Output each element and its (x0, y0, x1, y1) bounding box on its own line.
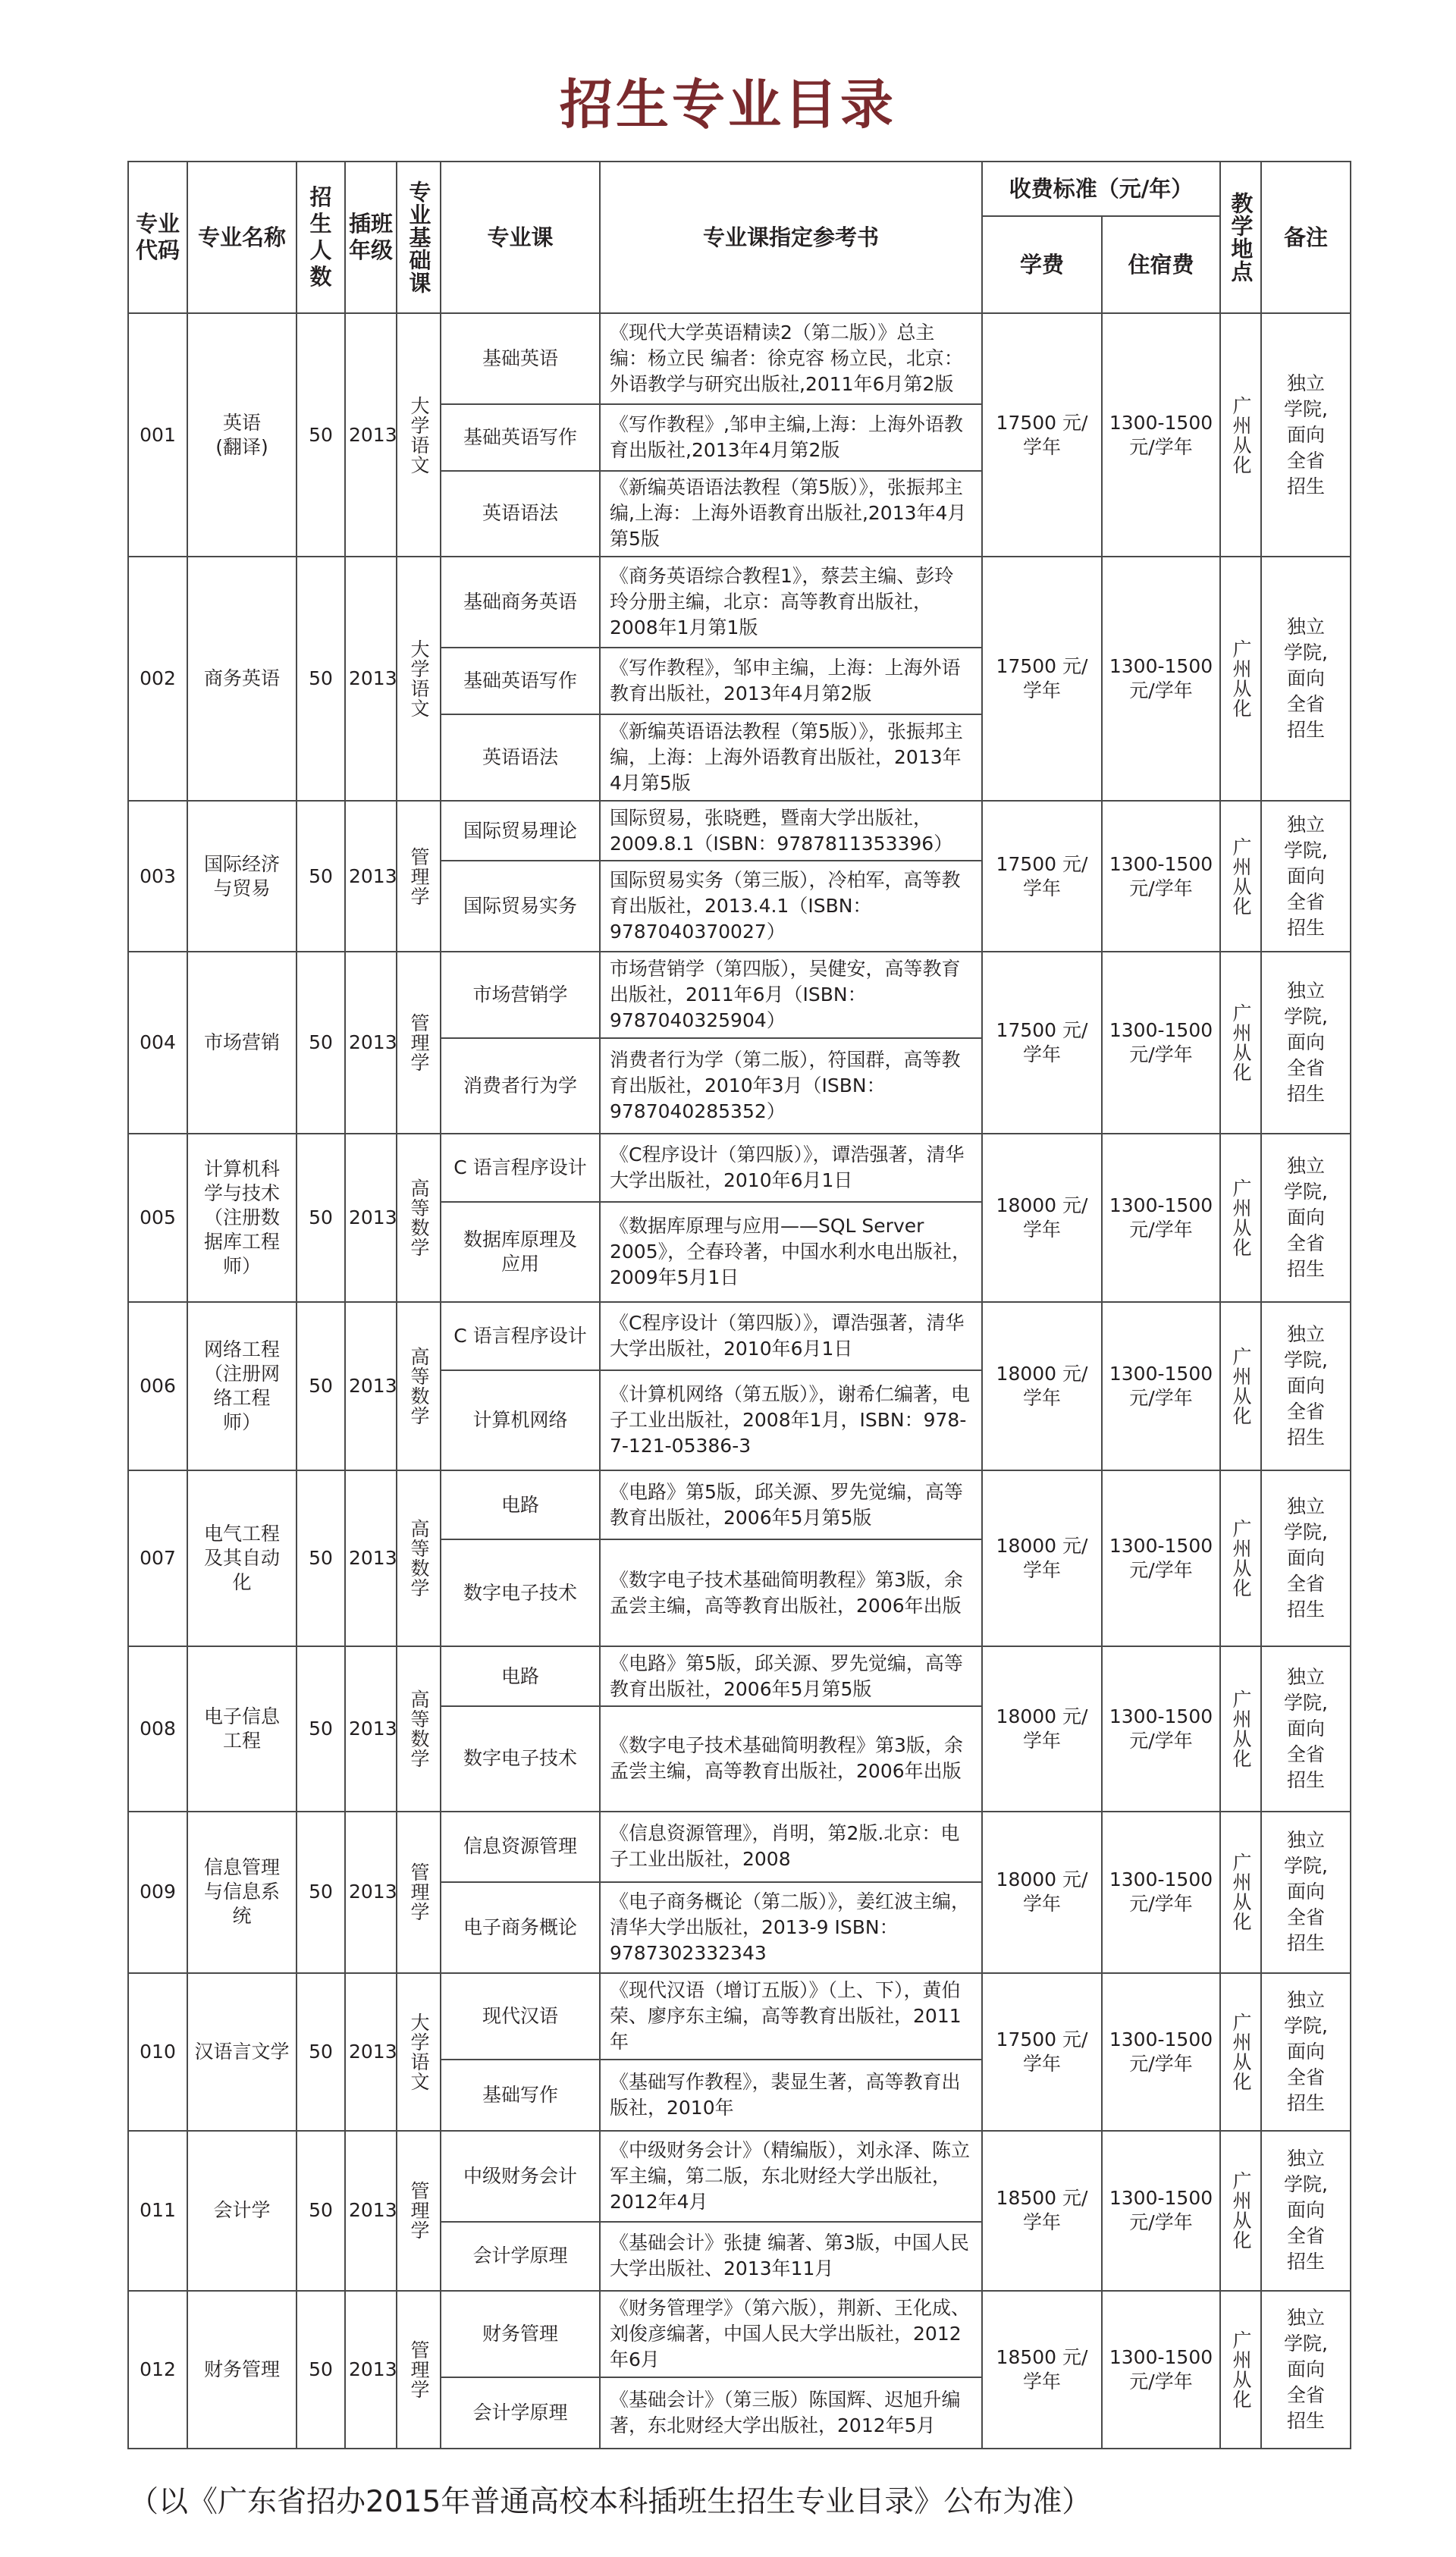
cell-quota: 50 (297, 1302, 345, 1470)
table-row (128, 1646, 1351, 1706)
header-location (1220, 162, 1261, 313)
cell-lodging: 1300-1500 元/学年 (1102, 2131, 1220, 2292)
cell-grade: 2013 (345, 2291, 397, 2449)
cell-course: 数字电子技术 (441, 1539, 600, 1646)
cell-course: 数字电子技术 (441, 1706, 600, 1811)
cell-course: 财务管理 (441, 2291, 600, 2377)
cell-base (397, 1973, 441, 2131)
cell-course: 会计学原理 (441, 2222, 600, 2292)
cell-name: 电子信息 工程 (187, 1646, 297, 1812)
cell-code: 005 (128, 1134, 187, 1302)
footer-note: （以《广东省招办2015年普通高校本科插班生招生专业目录》公布为准） (129, 2485, 1092, 2519)
cell-book: 《基础写作教程》，裴显生著，高等教育出版社，2010年 (600, 2060, 982, 2131)
cell-location (1220, 1812, 1261, 1974)
cell-base-text: 高等数学 (408, 1347, 430, 1426)
cell-location-text: 广州从化 (1230, 1518, 1252, 1598)
cell-base-text: 大学语文 (408, 2012, 430, 2091)
cell-name: 市场营销 (187, 952, 297, 1134)
cell-book: 《现代大学英语精读2（第二版）》总主编：杨立民 编者：徐克容 杨立民，北京：外语教学与研究出版社,2011年6月第2版 (600, 313, 982, 404)
cell-course: 消费者行为学 (441, 1038, 600, 1134)
cell-code: 004 (128, 952, 187, 1134)
cell-base (397, 2291, 441, 2449)
cell-grade: 2013 (345, 1470, 397, 1646)
cell-book: 《数字电子技术基础简明教程》第3版，余孟尝主编，高等教育出版社，2006年出版 (600, 1539, 982, 1646)
cell-code: 009 (128, 1812, 187, 1974)
catalog-body (128, 313, 1351, 2449)
cell-course: 电子商务概论 (441, 1882, 600, 1973)
cell-base (397, 952, 441, 1134)
cell-base (397, 1302, 441, 1470)
cell-name: 国际经济 与贸易 (187, 801, 297, 952)
cell-location (1220, 1646, 1261, 1812)
cell-name: 商务英语 (187, 557, 297, 800)
cell-base (397, 2131, 441, 2292)
table-row (128, 801, 1351, 861)
cell-location (1220, 1302, 1261, 1470)
table-row (128, 1812, 1351, 1883)
cell-name: 财务管理 (187, 2291, 297, 2449)
cell-lodging: 1300-1500 元/学年 (1102, 1812, 1220, 1974)
cell-location-text: 广州从化 (1230, 2012, 1252, 2091)
header-quota: 招生人数 (297, 162, 345, 313)
cell-grade: 2013 (345, 557, 397, 800)
cell-book: 《现代汉语（增订五版）》（上、下），黄伯荣、廖序东主编，高等教育出版社，2011年 (600, 1973, 982, 2060)
cell-book: 《商务英语综合教程1》，蔡芸主编、彭玲玲分册主编，北京：高等教育出版社，2008年1月第1版 (600, 557, 982, 648)
cell-location-text: 广州从化 (1230, 836, 1252, 916)
cell-note: 独立 学院, 面向 全省 招生 (1261, 1646, 1351, 1812)
cell-note: 独立 学院, 面向 全省 招生 (1261, 557, 1351, 800)
cell-code: 003 (128, 801, 187, 952)
cell-base (397, 1470, 441, 1646)
cell-book: 《中级财务会计》（精编版），刘永泽、陈立军主编，第二版，东北财经大学出版社，2012年4月 (600, 2131, 982, 2222)
catalog-table (127, 161, 1351, 2449)
header-base (397, 162, 441, 313)
cell-course: 国际贸易实务 (441, 861, 600, 952)
cell-base (397, 557, 441, 800)
cell-base (397, 1646, 441, 1812)
cell-lodging: 1300-1500 元/学年 (1102, 557, 1220, 800)
cell-name: 网络工程 （注册网 络工程 师） (187, 1302, 297, 1470)
cell-tuition: 17500 元/ 学年 (982, 557, 1102, 800)
cell-course: 信息资源管理 (441, 1812, 600, 1883)
table-row (128, 1973, 1351, 2060)
cell-course: 基础英语写作 (441, 648, 600, 714)
cell-course: 电路 (441, 1470, 600, 1540)
cell-location (1220, 313, 1261, 557)
cell-location-text: 广州从化 (1230, 1178, 1252, 1258)
cell-name: 信息管理 与信息系 统 (187, 1812, 297, 1974)
cell-name: 会计学 (187, 2131, 297, 2292)
cell-quota: 50 (297, 801, 345, 952)
cell-grade: 2013 (345, 313, 397, 557)
header-grade: 插班年级 (345, 162, 397, 313)
cell-tuition: 18000 元/ 学年 (982, 1134, 1102, 1302)
cell-book: 《电路》第5版，邱关源、罗先觉编，高等教育出版社，2006年5月第5版 (600, 1470, 982, 1540)
cell-code: 011 (128, 2131, 187, 2292)
cell-location-text: 广州从化 (1230, 1347, 1252, 1426)
cell-grade: 2013 (345, 952, 397, 1134)
cell-location (1220, 801, 1261, 952)
cell-book: 消费者行为学（第二版），符国群，高等教育出版社，2010年3月（ISBN：9787040285352） (600, 1038, 982, 1134)
cell-tuition: 18000 元/ 学年 (982, 1302, 1102, 1470)
cell-course: 基础商务英语 (441, 557, 600, 648)
cell-location-text: 广州从化 (1230, 2330, 1252, 2410)
cell-grade: 2013 (345, 1646, 397, 1812)
table-row (128, 2291, 1351, 2377)
header-location-text: 教学地点 (1228, 192, 1254, 283)
cell-grade: 2013 (345, 1973, 397, 2131)
table-row (128, 1470, 1351, 1540)
table-row (128, 557, 1351, 648)
cell-lodging: 1300-1500 元/学年 (1102, 1646, 1220, 1812)
cell-code: 008 (128, 1646, 187, 1812)
cell-course: 英语语法 (441, 714, 600, 801)
cell-code: 007 (128, 1470, 187, 1646)
cell-tuition: 18000 元/ 学年 (982, 1812, 1102, 1974)
cell-note: 独立 学院, 面向 全省 招生 (1261, 1973, 1351, 2131)
table-row (128, 1302, 1351, 1370)
cell-base-text: 管理学 (408, 2181, 430, 2241)
cell-base-text: 管理学 (408, 846, 430, 906)
cell-location-text: 广州从化 (1230, 2171, 1252, 2251)
cell-quota: 50 (297, 1646, 345, 1812)
cell-book: 《数据库原理与应用——SQL Server 2005》，仝春玲著，中国水利水电出版社，2009年5月1日 (600, 1202, 982, 1302)
cell-tuition: 17500 元/ 学年 (982, 1973, 1102, 2131)
cell-base (397, 1812, 441, 1974)
cell-location-text: 广州从化 (1230, 1689, 1252, 1768)
cell-quota: 50 (297, 313, 345, 557)
header-tuition: 学费 (982, 216, 1102, 313)
cell-book: 《电路》第5版，邱关源、罗先觉编，高等教育出版社，2006年5月第5版 (600, 1646, 982, 1706)
cell-code: 001 (128, 313, 187, 557)
cell-base-text: 大学语文 (408, 639, 430, 719)
cell-course: C 语言程序设计 (441, 1302, 600, 1370)
cell-location-text: 广州从化 (1230, 1003, 1252, 1083)
cell-book: 国际贸易实务（第三版），冷柏军，高等教育出版社，2013.4.1（ISBN：9787040370027） (600, 861, 982, 952)
cell-course: 现代汉语 (441, 1973, 600, 2060)
cell-location-text: 广州从化 (1230, 639, 1252, 719)
cell-quota: 50 (297, 1812, 345, 1974)
cell-book: 《写作教程》，邹申主编，上海：上海外语教育出版社，2013年4月第2版 (600, 648, 982, 714)
cell-location (1220, 1134, 1261, 1302)
cell-course: 中级财务会计 (441, 2131, 600, 2222)
table-row (128, 952, 1351, 1038)
cell-name: 汉语言文学 (187, 1973, 297, 2131)
cell-tuition: 18500 元/ 学年 (982, 2131, 1102, 2292)
cell-course: 电路 (441, 1646, 600, 1706)
cell-book: 《新编英语语法教程（第5版）》，张振邦主编,上海：上海外语教育出版社,2013年4月第5版 (600, 471, 982, 557)
cell-grade: 2013 (345, 1812, 397, 1974)
cell-location-text: 广州从化 (1230, 1853, 1252, 1932)
cell-note: 独立 学院, 面向 全省 招生 (1261, 1302, 1351, 1470)
cell-base-text: 高等数学 (408, 1178, 430, 1258)
cell-book: 《新编英语语法教程（第5版）》，张振邦主编，上海：上海外语教育出版社，2013年4月第5版 (600, 714, 982, 801)
cell-code: 012 (128, 2291, 187, 2449)
cell-tuition: 17500 元/ 学年 (982, 313, 1102, 557)
cell-course: C 语言程序设计 (441, 1134, 600, 1202)
cell-lodging: 1300-1500 元/学年 (1102, 1302, 1220, 1470)
cell-quota: 50 (297, 2291, 345, 2449)
page-title: 招生专业目录 (560, 74, 896, 136)
cell-location (1220, 1973, 1261, 2131)
cell-note: 独立 学院, 面向 全省 招生 (1261, 1812, 1351, 1974)
cell-code: 010 (128, 1973, 187, 2131)
cell-lodging: 1300-1500 元/学年 (1102, 313, 1220, 557)
cell-base-text: 管理学 (408, 2340, 430, 2400)
cell-grade: 2013 (345, 1134, 397, 1302)
cell-lodging: 1300-1500 元/学年 (1102, 952, 1220, 1134)
cell-quota: 50 (297, 2131, 345, 2292)
cell-location (1220, 2131, 1261, 2292)
cell-tuition: 18500 元/ 学年 (982, 2291, 1102, 2449)
cell-location (1220, 2291, 1261, 2449)
cell-course: 市场营销学 (441, 952, 600, 1038)
header-name: 专业名称 (187, 162, 297, 313)
table-row (128, 2131, 1351, 2222)
cell-note: 独立 学院, 面向 全省 招生 (1261, 801, 1351, 952)
cell-quota: 50 (297, 952, 345, 1134)
cell-course: 会计学原理 (441, 2377, 600, 2449)
cell-course: 基础写作 (441, 2060, 600, 2131)
cell-code: 006 (128, 1302, 187, 1470)
cell-course: 基础英语 (441, 313, 600, 404)
cell-base (397, 801, 441, 952)
cell-lodging: 1300-1500 元/学年 (1102, 2291, 1220, 2449)
cell-course: 计算机网络 (441, 1370, 600, 1470)
cell-book: 《计算机网络（第五版）》，谢希仁编著，电子工业出版社，2008年1月，ISBN：978-7-121-05386-3 (600, 1370, 982, 1470)
cell-book: 《写作教程》,邹申主编,上海：上海外语教育出版社,2013年4月第2版 (600, 404, 982, 470)
cell-lodging: 1300-1500 元/学年 (1102, 1470, 1220, 1646)
header-note: 备注 (1261, 162, 1351, 313)
cell-note: 独立 学院, 面向 全省 招生 (1261, 2131, 1351, 2292)
cell-book: 《信息资源管理》，肖明，第2版.北京：电子工业出版社，2008 (600, 1812, 982, 1883)
cell-tuition: 18000 元/ 学年 (982, 1646, 1102, 1812)
cell-tuition: 17500 元/ 学年 (982, 801, 1102, 952)
header-lodging: 住宿费 (1102, 216, 1220, 313)
cell-book: 《C程序设计（第四版）》，谭浩强著，清华大学出版社，2010年6月1日 (600, 1134, 982, 1202)
cell-course: 基础英语写作 (441, 404, 600, 470)
header-books: 专业课指定参考书 (600, 162, 982, 313)
header-code: 专业代码 (128, 162, 187, 313)
table-row (128, 313, 1351, 404)
cell-book: 《基础会计》张捷 编著、第3版，中国人民大学出版社、2013年11月 (600, 2222, 982, 2292)
cell-base (397, 313, 441, 557)
cell-book: 《电子商务概论（第二版）》，姜红波主编，清华大学出版社，2013-9 ISBN：9787302332343 (600, 1882, 982, 1973)
cell-tuition: 18000 元/ 学年 (982, 1470, 1102, 1646)
header-course: 专业课 (441, 162, 600, 313)
cell-name: 电气工程 及其自动 化 (187, 1470, 297, 1646)
cell-base-text: 大学语文 (408, 395, 430, 475)
cell-course: 数据库原理及 应用 (441, 1202, 600, 1302)
header-base-text: 专业基础课 (406, 180, 432, 294)
cell-grade: 2013 (345, 801, 397, 952)
cell-location (1220, 1470, 1261, 1646)
cell-course: 国际贸易理论 (441, 801, 600, 861)
cell-base-text: 管理学 (408, 1862, 430, 1922)
cell-book: 国际贸易，张晓甦，暨南大学出版社，2009.8.1（ISBN：9787811353396） (600, 801, 982, 861)
cell-lodging: 1300-1500 元/学年 (1102, 801, 1220, 952)
cell-location (1220, 557, 1261, 800)
cell-note: 独立 学院, 面向 全省 招生 (1261, 952, 1351, 1134)
cell-book: 《C程序设计（第四版）》，谭浩强著，清华大学出版社，2010年6月1日 (600, 1302, 982, 1370)
cell-note: 独立 学院, 面向 全省 招生 (1261, 1134, 1351, 1302)
header-fees: 收费标准（元/年） (982, 162, 1220, 216)
cell-lodging: 1300-1500 元/学年 (1102, 1973, 1220, 2131)
cell-book: 《数字电子技术基础简明教程》第3版，余孟尝主编，高等教育出版社，2006年出版 (600, 1706, 982, 1811)
cell-code: 002 (128, 557, 187, 800)
cell-quota: 50 (297, 1470, 345, 1646)
cell-location-text: 广州从化 (1230, 395, 1252, 475)
cell-note: 独立 学院, 面向 全省 招生 (1261, 1470, 1351, 1646)
cell-base (397, 1134, 441, 1302)
cell-book: 市场营销学（第四版），吴健安，高等教育出版社，2011年6月（ISBN：9787040325904） (600, 952, 982, 1038)
cell-lodging: 1300-1500 元/学年 (1102, 1134, 1220, 1302)
table-row (128, 1134, 1351, 1202)
cell-base-text: 高等数学 (408, 1689, 430, 1768)
cell-note: 独立 学院, 面向 全省 招生 (1261, 313, 1351, 557)
cell-note: 独立 学院, 面向 全省 招生 (1261, 2291, 1351, 2449)
cell-grade: 2013 (345, 2131, 397, 2292)
cell-book: 《财务管理学》（第六版），荆新、王化成、刘俊彦编著，中国人民大学出版社，2012年6月 (600, 2291, 982, 2377)
cell-base-text: 管理学 (408, 1013, 430, 1073)
cell-name: 英语 (翻译) (187, 313, 297, 557)
cell-grade: 2013 (345, 1302, 397, 1470)
cell-book: 《基础会计》（第三版）陈国辉、迟旭升编著，东北财经大学出版社，2012年5月 (600, 2377, 982, 2449)
cell-quota: 50 (297, 1134, 345, 1302)
cell-quota: 50 (297, 557, 345, 800)
cell-name: 计算机科 学与技术 （注册数 据库工程 师） (187, 1134, 297, 1302)
cell-tuition: 17500 元/ 学年 (982, 952, 1102, 1134)
cell-base-text: 高等数学 (408, 1518, 430, 1598)
cell-quota: 50 (297, 1973, 345, 2131)
cell-course: 英语语法 (441, 471, 600, 557)
cell-location (1220, 952, 1261, 1134)
